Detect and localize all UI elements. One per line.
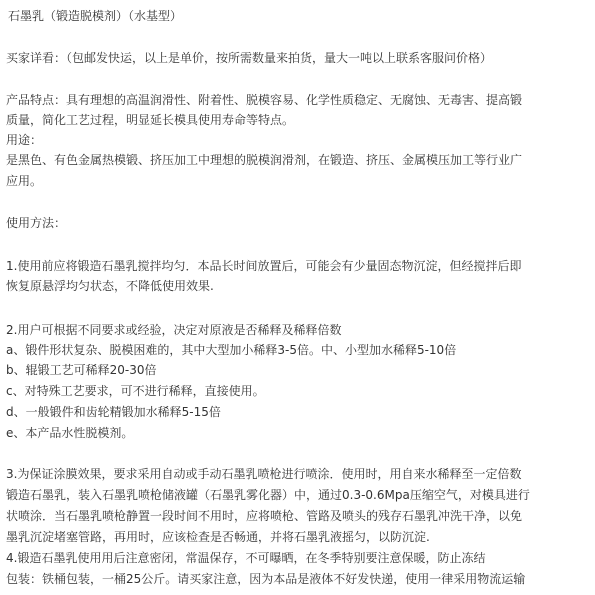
step2-item-a: a、锻件形状复杂、脱模困难的，其中大型加小稀释3-5倍。中、小型加水稀释5-10倍 [6, 343, 457, 357]
document-body [6, 0, 595, 595]
method-label: 使用方法： [6, 216, 67, 230]
step2-item-d: d、一般锻件和齿轮精锻加水稀释5-15倍 [6, 405, 221, 419]
step1-line-2: 恢复原悬浮均匀状态，不降低使用效果. [6, 279, 214, 293]
features-line-1: 产品特点：具有理想的高温润滑性、附着性、脱模容易、化学性质稳定、无腐蚀、无毒害、提高锻 [6, 93, 523, 107]
usage-line-1: 是黑色、有色金属热模锻、挤压加工中理想的脱模润滑剂，在锻造、挤压、金属模压加工等行业广 [6, 153, 523, 167]
features-line-2: 质量，简化工艺过程，明显延长模具使用寿命等特点。 [6, 113, 295, 127]
step2-item-e: e、本产品水性脱模剂。 [6, 426, 134, 440]
step3-line-1: 3.为保证涂膜效果，要求采用自动或手动石墨乳喷枪进行喷涂．使用时，用自来水稀释至一定倍数 [6, 467, 522, 481]
step1-line-1: 1.使用前应将锻造石墨乳搅拌均匀．本品长时间放置后，可能会有少量固态物沉淀，但经搅拌后即 [6, 259, 522, 273]
step3-line-3: 状喷涂．当石墨乳喷枪静置一段时间不用时，应将喷枪、管路及喷头的残存石墨乳冲洗干净，以免 [6, 509, 523, 523]
packaging-line: 包装：铁桶包装，一桶25公斤。请买家注意，因为本品是液体不好发快递，使用一律采用物流运输 [6, 572, 526, 586]
step2-item-b: b、辊锻工艺可稀释20-30倍 [6, 363, 157, 377]
step4-line: 4.锻造石墨乳使用用后注意密闭，常温保存，不可曝晒，在冬季特别要注意保暖，防止冻结 [6, 551, 486, 565]
purchase-note: 买家详看：（包邮发快运，以上是单价，按所需数量来拍货，量大一吨以上联系客服问价格） [6, 51, 493, 65]
step2-line-1: 2.用户可根据不同要求或经验，决定对原液是否稀释及稀释倍数 [6, 323, 342, 337]
usage-label: 用途： [6, 133, 43, 147]
usage-line-2: 应用。 [6, 174, 43, 188]
step2-item-c: c、对特殊工艺要求，可不进行稀释，直接使用。 [6, 384, 265, 398]
step3-line-2: 锻造石墨乳，装入石墨乳喷枪储液罐（石墨乳雾化器）中，通过0.3-0.6Mpa压缩空气，对模具进行 [6, 488, 530, 502]
document-title: 石墨乳（锻造脱模剂）（水基型） [8, 9, 183, 23]
step3-line-4: 墨乳沉淀堵塞管路，再用时，应该检查是否畅通，并将石墨乳液摇匀，以防沉淀. [6, 530, 430, 544]
